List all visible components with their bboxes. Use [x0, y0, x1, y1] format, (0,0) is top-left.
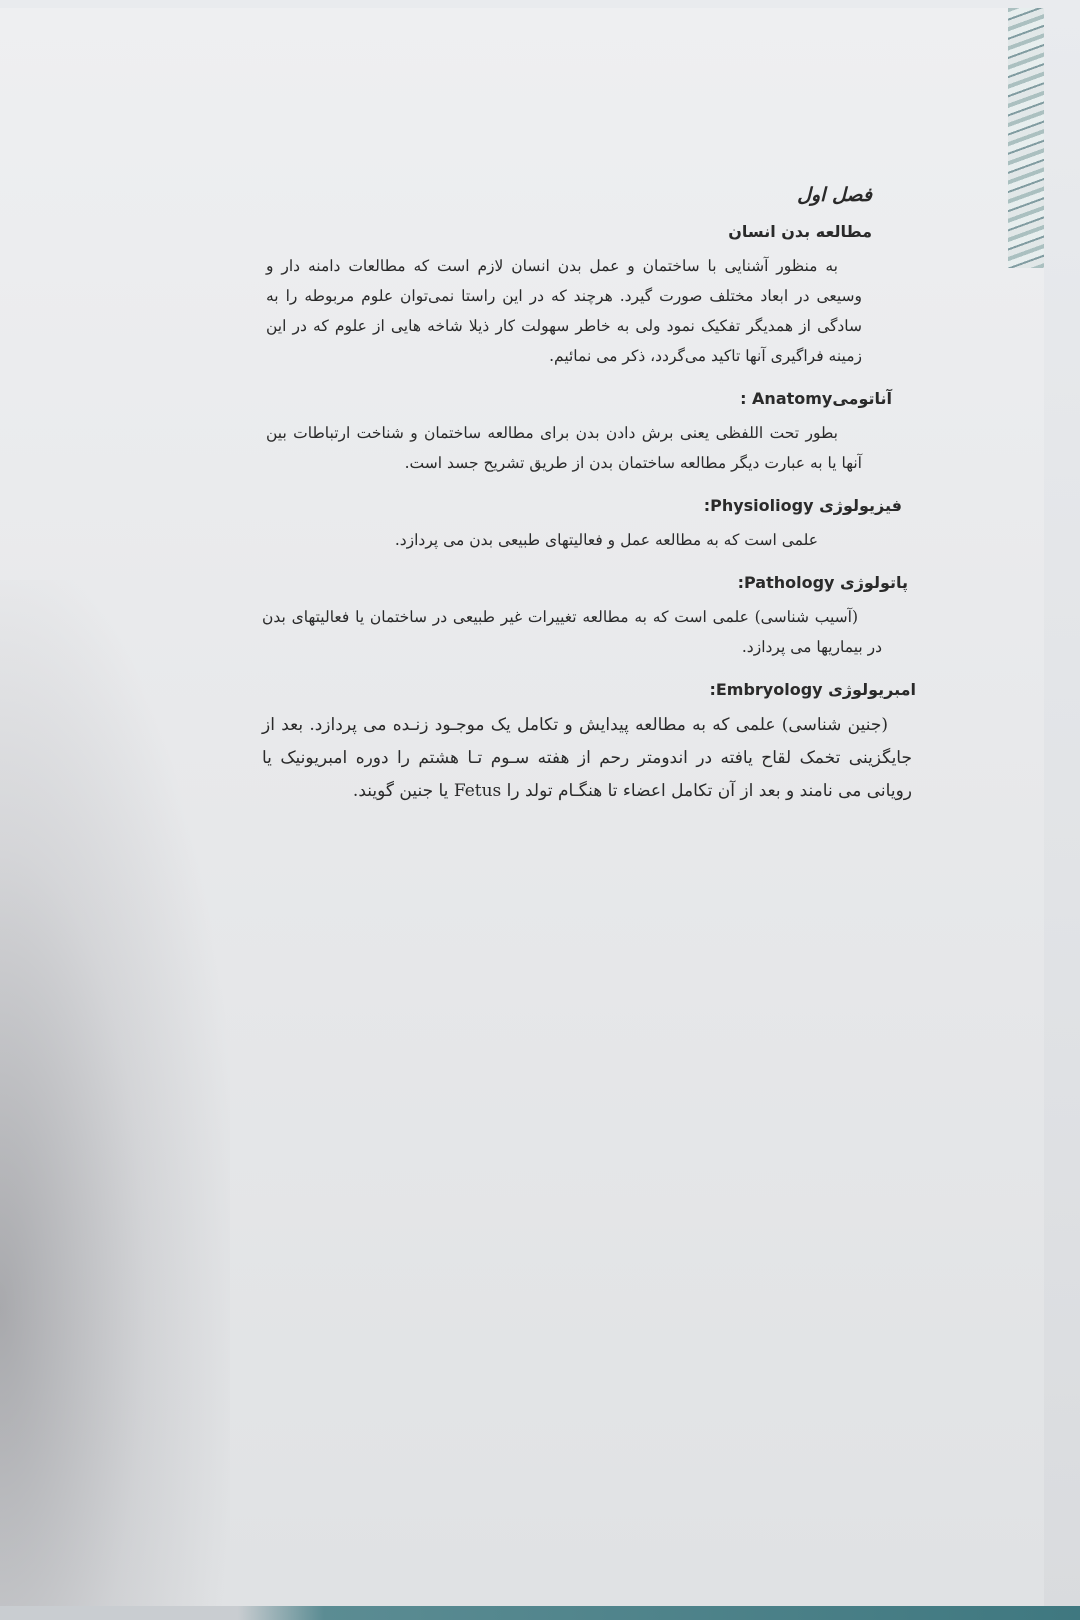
book-cover-edge	[0, 1606, 1080, 1620]
paragraph-pathology-text: (آسیب شناسی) علمی است که به مطالعه تغییرات غیر طبیعی در ساختمان یا فعالیتهای بدن در بیماریها می پردازد.	[262, 608, 882, 656]
section-pathology	[262, 573, 908, 662]
paragraph-pathology	[262, 602, 882, 662]
heading-physiology-fa: فیزیولوژی	[819, 496, 902, 515]
paragraph-physiology-text: علمی است که به مطالعه عمل و فعالیتهای طبیعی بدن می پردازد.	[394, 531, 818, 549]
paragraph-embryology-text: (جنین شناسی) علمی که به مطالعه پیدایش و تکامل یک موجـود زنـده می پردازد. بعد از جایگزینی تخمک لقاح یافته در اندومتر رحم از هفته سـوم تـا هشتم را دوره امبریونیک یا رویانی می نامند و بعد از آن تکامل اعضاء تا هنگـام تولد را Fetus یا جنین گویند.	[262, 715, 912, 801]
paragraph-anatomy	[266, 418, 862, 478]
paragraph-anatomy-text: بطور تحت اللفظی یعنی برش دادن بدن برای مطالعه ساختمان و شناخت ارتباطات بین آنها یا به عبارت دیگر مطالعه ساختمان بدن از طریق تشریح جسد است.	[266, 424, 862, 472]
paragraph-embryology	[262, 709, 912, 808]
section-heading-physiology	[262, 496, 902, 515]
section-heading-intro: مطالعه بدن انسان	[728, 222, 872, 241]
paragraph-intro-text: به منظور آشنایی با ساختمان و عمل بدن انسان لازم است که مطالعات دامنه دار و وسیعی در ابعاد مختلف صورت گیرد. هرچند که در این راستا نمی‌توان علوم مربوطه را به سادگی از همدیگر تفکیک نمود ولی به خاطر سهولت کار ذیلا شاخه هایی از علوم که در این زمینه فراگیری آنها تاکید می‌گردد، ذکر می نمائیم.	[266, 257, 862, 365]
book-page	[0, 8, 1044, 1608]
section-anatomy	[262, 389, 902, 478]
paragraph-intro	[266, 251, 862, 371]
section-heading-anatomy	[262, 389, 892, 408]
paragraph-physiology	[262, 525, 842, 555]
section-embryology	[262, 680, 916, 808]
section-physiology	[262, 496, 902, 555]
heading-anatomy-fa: آناتومی	[832, 389, 892, 408]
heading-pathology-fa: پاتولوژی	[840, 573, 908, 592]
section-heading-embryology	[262, 680, 916, 699]
heading-physiology-colon: :	[703, 496, 711, 515]
heading-pathology-en: Pathology	[743, 573, 835, 592]
heading-embryology-en: Embryology	[715, 680, 823, 699]
heading-embryology-fa: امبریولوژی	[828, 680, 916, 699]
spiral-binding-edge	[1008, 8, 1044, 268]
chapter-title: فصل اول	[797, 184, 872, 206]
page-content	[262, 184, 916, 826]
heading-anatomy-colon: :	[740, 389, 753, 408]
section-heading-pathology	[262, 573, 908, 592]
heading-embryology-colon: :	[709, 680, 716, 699]
heading-anatomy-en: Anatomy	[752, 389, 833, 408]
heading-pathology-colon: :	[737, 573, 744, 592]
heading-physiology-en: Physioliogy	[710, 496, 814, 515]
